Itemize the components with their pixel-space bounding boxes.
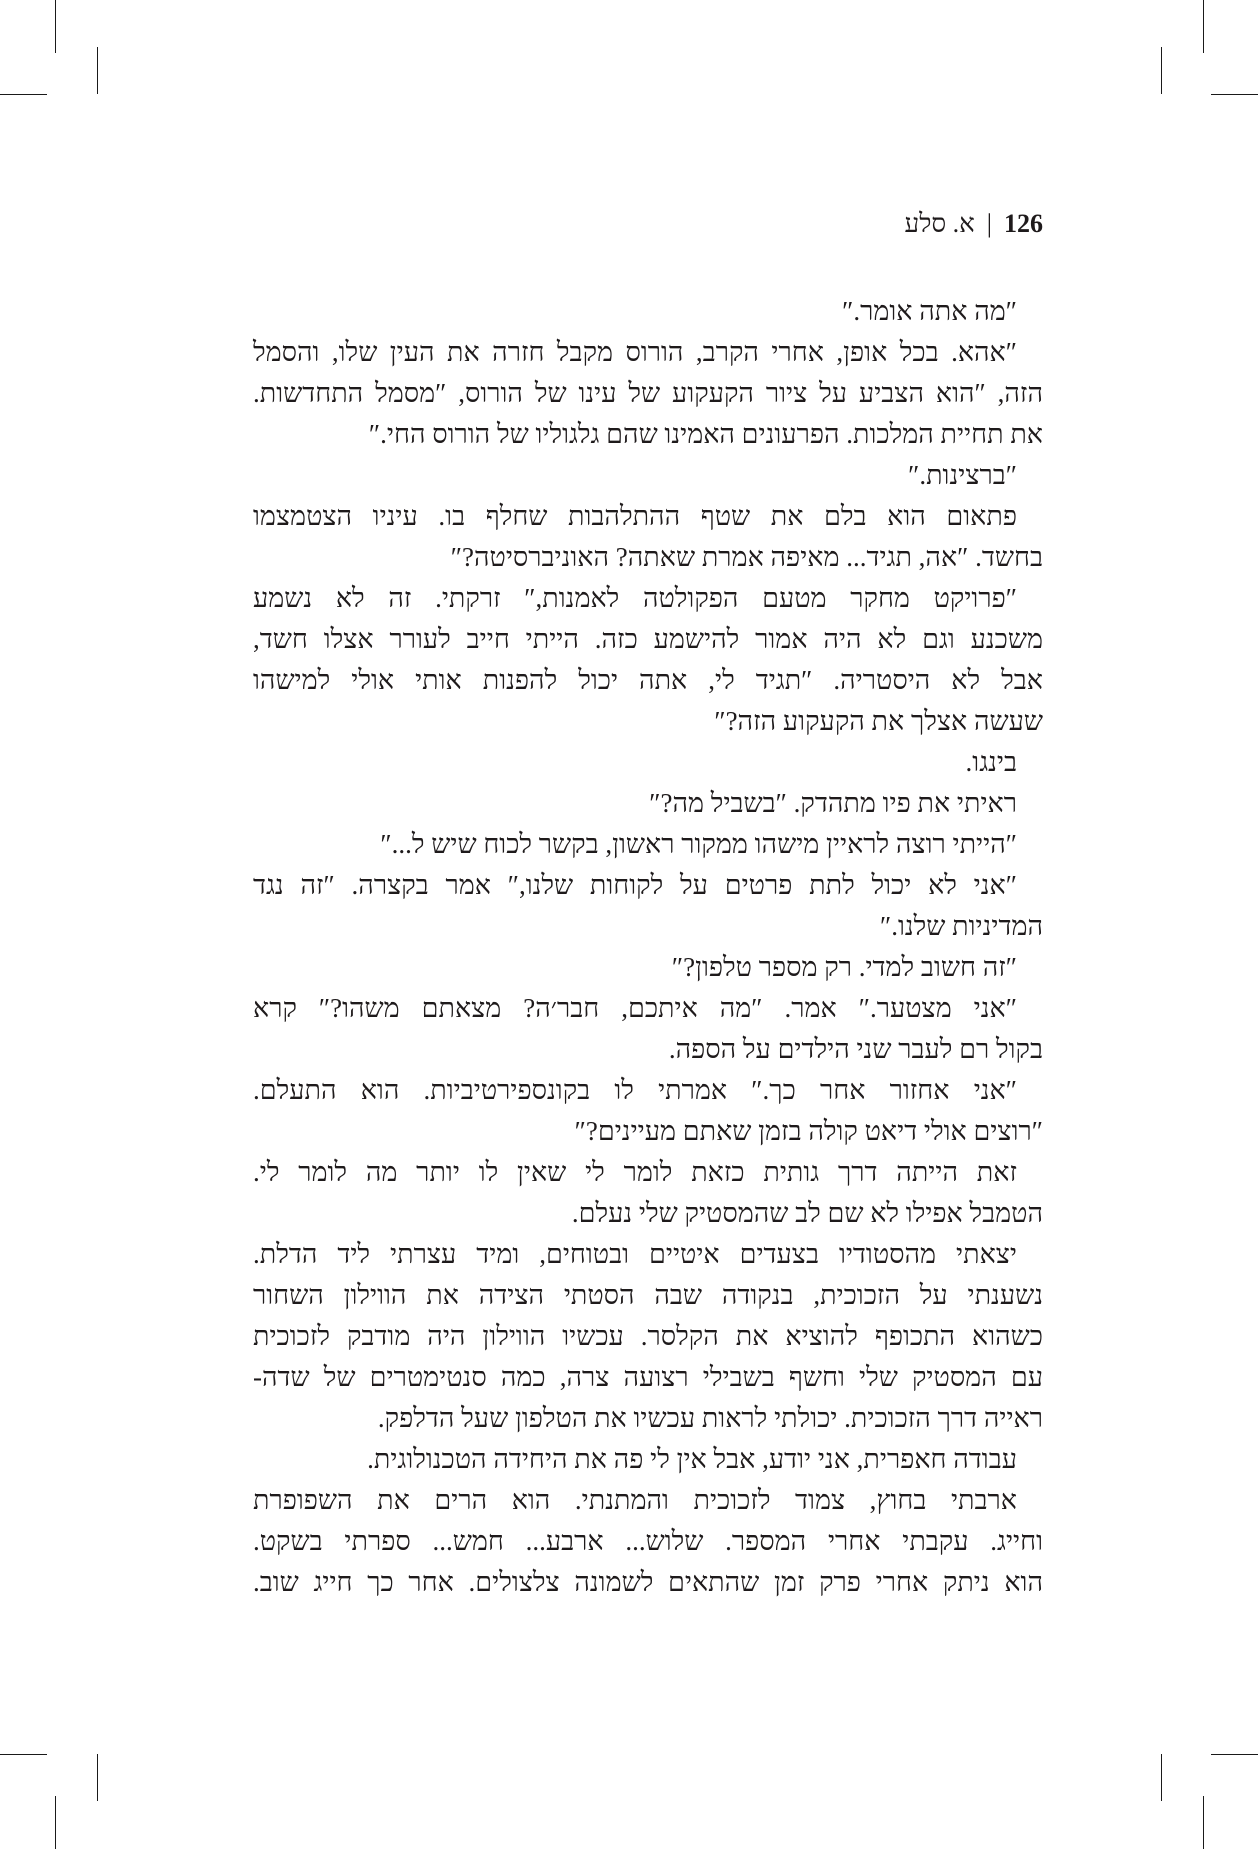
text-line — [253, 1152, 1043, 1193]
line-text: הטמבל אפילו לא שם לב שהמסטיק שלי נעלם. — [571, 1198, 1043, 1228]
crop-mark — [0, 1754, 47, 1755]
line-text: ″מה אתה אומר.″ — [842, 296, 1017, 326]
paragraph — [253, 865, 1043, 947]
text-line — [253, 1439, 1043, 1480]
line-text: ″אני לא יכול לתת פרטים על לקוחות שלנו,″ אמר בקצרה. ″זה נגד — [253, 870, 1017, 900]
line-text: בינגו. — [965, 747, 1017, 777]
line-text: ″זה חשוב למדי. רק מספר טלפון?″ — [671, 952, 1017, 982]
crop-mark — [1203, 0, 1204, 53]
crop-mark — [1203, 1796, 1204, 1849]
line-text: זאת הייתה דרך גותית כזאת לומר לי שאין לו יותר מה לומר לי. — [253, 1157, 1017, 1187]
text-line — [253, 414, 1043, 455]
text-line — [253, 291, 1043, 332]
line-text: המדיניות שלנו.″ — [879, 911, 1043, 941]
paragraph — [253, 1152, 1043, 1234]
line-text: ″אהא. בכל אופן, אחרי הקרב, הורוס מקבל חזרה את העין שלו, והסמל — [253, 337, 1017, 367]
text-line — [253, 660, 1043, 701]
text-line — [253, 619, 1043, 660]
line-text: נשענתי על הזכוכית, בנקודה שבה הסטתי הצידה את הווילון השחור — [253, 1280, 1043, 1310]
paragraph — [253, 332, 1043, 455]
page-number: 126 — [1004, 209, 1043, 238]
text-line — [253, 373, 1043, 414]
line-text: ראייה דרך הזכוכית. יכולתי לראות עכשיו את הטלפון שעל הדלפק. — [377, 1403, 1043, 1433]
text-line — [253, 1480, 1043, 1521]
text-line — [253, 1111, 1043, 1152]
crop-mark — [97, 1754, 98, 1801]
text-line — [253, 1070, 1043, 1111]
text-line — [253, 1357, 1043, 1398]
line-text: יצאתי מהסטודיו בצעדים איטיים ובטוחים, ומיד עצרתי ליד הדלת. — [253, 1239, 1017, 1269]
text-line — [253, 701, 1043, 742]
paragraph — [253, 455, 1043, 496]
text-line — [253, 824, 1043, 865]
crop-mark — [55, 1796, 56, 1849]
text-line — [253, 578, 1043, 619]
line-text: ″רוצים אולי דיאט קולה בזמן שאתם מעיינים?″ — [574, 1116, 1043, 1146]
line-text: פתאום הוא בלם את שטף ההתלהבות שחלף בו. עיניו הצטמצמו — [253, 501, 1017, 531]
text-line — [253, 496, 1043, 537]
line-text: משכנע וגם לא היה אמור להישמע כזה. הייתי חייב לעורר אצלו חשד, — [253, 624, 1043, 654]
text-line — [253, 1521, 1043, 1562]
header-separator: | — [986, 209, 992, 238]
line-text: אבל לא היסטריה. ″תגיד לי, אתה יכול להפנות אותי אולי למישהו — [253, 665, 1043, 695]
text-line — [253, 783, 1043, 824]
text-line — [253, 1193, 1043, 1234]
text-line — [253, 537, 1043, 578]
crop-mark — [1211, 1754, 1258, 1755]
line-text: ″אני אחזור אחר כך.″ אמרתי לו בקונספירטיביות. הוא התעלם. — [253, 1075, 1017, 1105]
paragraph — [253, 947, 1043, 988]
line-text: בחשד. ″אה, תגיד... מאיפה אמרת שאתה? האוניברסיטה?″ — [450, 542, 1043, 572]
text-line — [253, 1562, 1043, 1603]
line-text: את תחיית המלכות. הפרעונים האמינו שהם גלגוליו של הורוס החי.″ — [368, 419, 1043, 449]
text-line — [253, 1234, 1043, 1275]
text-line — [253, 1398, 1043, 1439]
text-line — [253, 742, 1043, 783]
paragraph — [253, 1439, 1043, 1480]
text-line — [253, 455, 1043, 496]
line-text: כשהוא התכופף להוציא את הקלסר. עכשיו הווילון היה מודבק לזכוכית — [253, 1321, 1043, 1351]
line-text: ″הייתי רוצה לראיין מישהו ממקור ראשון, בקשר לכוח שיש ל...″ — [380, 829, 1017, 859]
paragraph — [253, 1070, 1043, 1152]
line-text: ″ברצינות.″ — [908, 460, 1017, 490]
running-title: א. סלע — [904, 209, 975, 238]
crop-mark — [1161, 1754, 1162, 1801]
text-line — [253, 332, 1043, 373]
line-text: ″פרויקט מחקר מטעם הפקולטה לאמנות,″ זרקתי. זה לא נשמע — [253, 583, 1017, 613]
crop-mark — [55, 0, 56, 53]
line-text: בקול רם לעבר שני הילדים על הספה. — [668, 1034, 1043, 1064]
line-text: הזה, ″הוא הצביע על ציור הקעקוע של עינו של הורוס, ″מסמל התחדשות. — [253, 378, 1043, 408]
line-text: ראיתי את פיו מתהדק. ″בשביל מה?″ — [649, 788, 1017, 818]
text-line — [253, 1275, 1043, 1316]
text-line — [253, 988, 1043, 1029]
line-text: וחייג. עקבתי אחרי המספר. שלוש... ארבע... חמש... ספרתי בשקט. — [253, 1526, 1043, 1556]
paragraph — [253, 783, 1043, 824]
text-line — [253, 906, 1043, 947]
crop-mark — [1211, 94, 1258, 95]
crop-mark — [0, 94, 47, 95]
crop-mark — [1161, 47, 1162, 94]
body-text — [253, 291, 1043, 1603]
text-line — [253, 865, 1043, 906]
text-line — [253, 1316, 1043, 1357]
crop-mark — [97, 47, 98, 94]
text-line — [253, 1029, 1043, 1070]
line-text: עבודה חאפרית, אני יודע, אבל אין לי פה את היחידה הטכנולוגית. — [367, 1444, 1017, 1474]
line-text: שעשה אצלך את הקעקוע הזה?″ — [714, 706, 1043, 736]
line-text: ″אני מצטער.″ אמר. ″מה איתכם, חבר׳ה? מצאתם משהו?″ קרא — [253, 993, 1017, 1023]
paragraph — [253, 578, 1043, 742]
paragraph — [253, 496, 1043, 578]
line-text: עם המסטיק שלי וחשף בשבילי רצועה צרה, כמה סנטימטרים של שדה- — [253, 1362, 1043, 1392]
line-text: ארבתי בחוץ, צמוד לזכוכית והמתנתי. הוא הרים את השפופרת — [253, 1485, 1017, 1515]
paragraph — [253, 1234, 1043, 1439]
paragraph — [253, 988, 1043, 1070]
line-text: הוא ניתק אחרי פרק זמן שהתאים לשמונה צלצולים. אחר כך חייג שוב. — [253, 1567, 1043, 1597]
paragraph — [253, 1480, 1043, 1603]
running-head — [905, 206, 1044, 242]
paragraph — [253, 742, 1043, 783]
paragraph — [253, 824, 1043, 865]
text-line — [253, 947, 1043, 988]
paragraph — [253, 291, 1043, 332]
